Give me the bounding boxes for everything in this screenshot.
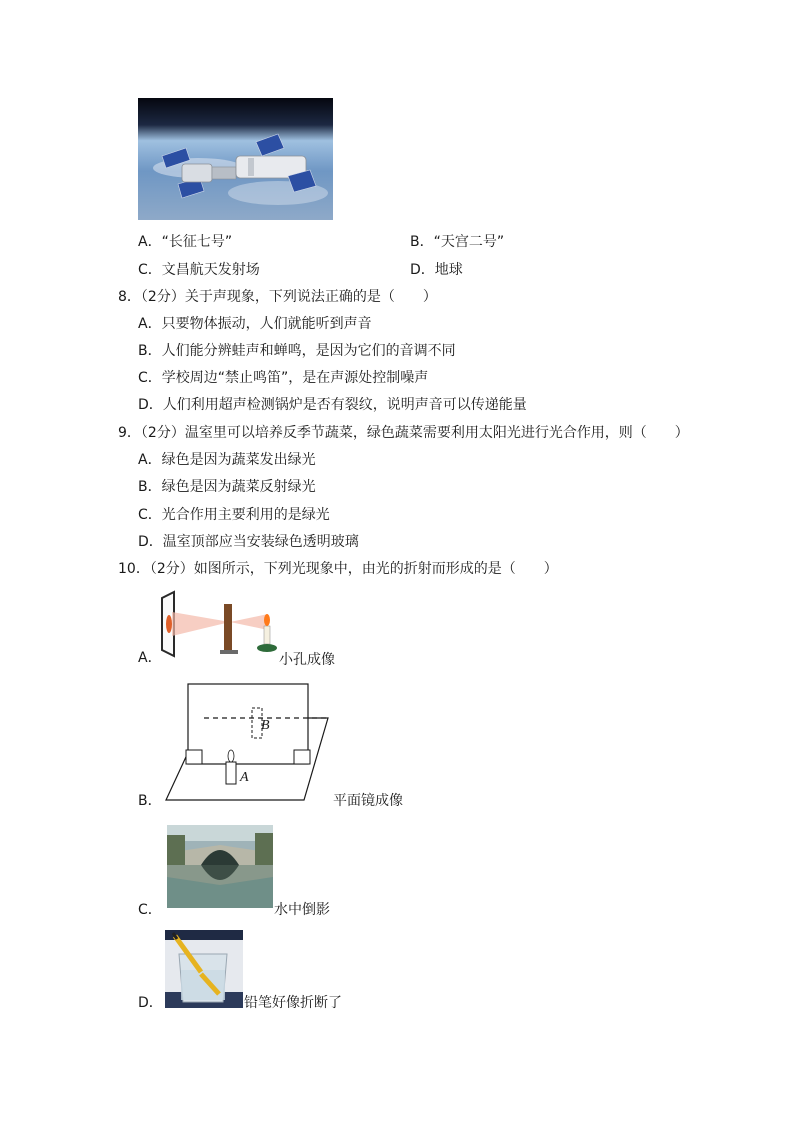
q10-stem: 10．（2分）如图所示，下列光现象中，由光的折射而形成的是（ ） [118,561,558,577]
pencil-in-water-photo [165,930,243,1008]
q8-stem: 8．（2分）关于声现象，下列说法正确的是（ ） [118,289,437,305]
q10-option-a-caption: 小孔成像 [279,652,335,668]
q10-option-d-letter: D． [138,995,163,1011]
q7-option-a: A．“长征七号” [138,234,233,250]
space-station-figure [138,98,333,220]
q8-option-d: D．人们利用超声检测锅炉是否有裂纹，说明声音可以传递能量 [138,397,527,413]
q10-option-c-caption: 水中倒影 [274,902,330,918]
q8-option-c: C．学校周边“禁止鸣笛”，是在声源处控制噪声 [138,370,429,386]
q9-option-a: A．绿色是因为蔬菜发出绿光 [138,452,316,468]
q10-option-b-caption: 平面镜成像 [333,793,403,809]
q10-option-d-caption: 铅笔好像折断了 [244,995,342,1011]
q8-option-a: A．只要物体振动，人们就能听到声音 [138,316,372,332]
q7-option-b: B．“天宫二号” [410,234,505,250]
q10-option-a-letter: A． [138,650,162,666]
q9-option-d: D．温室顶部应当安装绿色透明玻璃 [138,534,359,550]
q7-option-d: D．地球 [410,262,463,278]
q10-option-b-letter: B． [138,793,162,809]
q7-option-c: C．文昌航天发射场 [138,262,260,278]
label-a: A [240,770,249,785]
plane-mirror-figure [162,680,332,802]
q9-option-b: B．绿色是因为蔬菜反射绿光 [138,479,316,495]
q9-option-c: C．光合作用主要利用的是绿光 [138,507,330,523]
q9-stem: 9．（2分）温室里可以培养反季节蔬菜，绿色蔬菜需要利用太阳光进行光合作用，则（ ） [118,425,689,441]
label-b: B [261,718,270,733]
pinhole-figure [160,590,278,660]
q8-option-b: B．人们能分辨蛙声和蝉鸣，是因为它们的音调不同 [138,343,456,359]
q10-option-c-letter: C． [138,902,162,918]
bridge-reflection-photo [167,825,273,908]
